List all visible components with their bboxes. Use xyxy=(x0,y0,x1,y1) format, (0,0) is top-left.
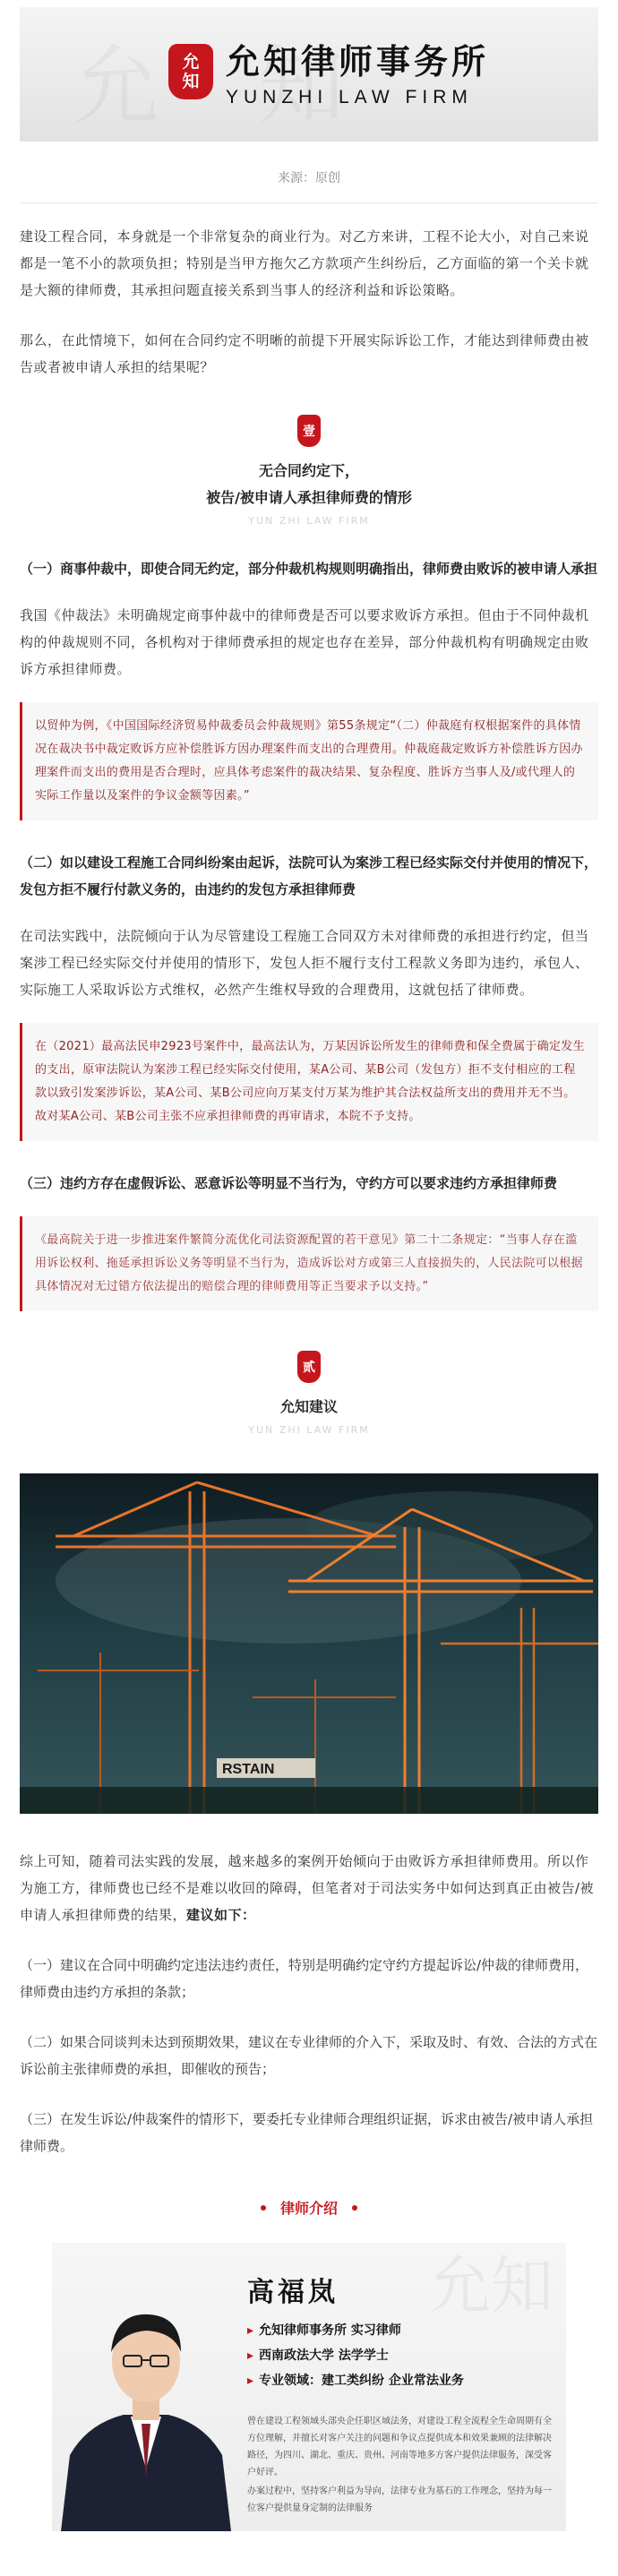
advice-item: （二）如果合同谈判未达到预期效果，建议在专业律师的介入下，采取及时、有效、合法的方式在诉讼前主张律师费的承担，即催收的预告； xyxy=(20,2034,598,2077)
article-source: 来源：原创 xyxy=(278,171,340,185)
section-two-subtitle: YUN ZHI LAW FIRM xyxy=(248,1424,370,1436)
construction-cranes-photo xyxy=(20,1473,598,1814)
lawyer-intro-label: 律师介绍 xyxy=(279,2200,338,2217)
section-two-title: 允知建议 xyxy=(279,1398,338,1415)
profile-watermark: 允知 xyxy=(428,2249,554,2323)
advice-summary xyxy=(0,1848,618,1928)
lawyer-portrait xyxy=(52,2263,240,2531)
advice-item: （一）建议在合同中明确约定违法违约责任，特别是明确约定守约方提起诉讼/仲裁的律师费用，律师费由违约方承担的条款； xyxy=(20,1957,589,2000)
lawyer-description: 曾在建设工程领域头部央企任职区域法务，对建设工程全流程全生命周期有全方位理解，并擅长对客户关注的问题和争议点提供成本和效果兼顾的法律解决路径，为四川、湖北、重庆、贵州、河南等地多方客户提供法律服务，深受客户好评。 xyxy=(247,2417,552,2477)
section-one-subtitle: YUN ZHI LAW FIRM xyxy=(248,515,370,527)
lawyer-name: 高福岚 xyxy=(247,2277,339,2308)
header-banner xyxy=(20,7,598,142)
section-two-header xyxy=(0,1351,618,1436)
part-two-heading: （二）如以建设工程施工合同纠纷案由起诉，法院可认为案涉工程已经实际交付并使用的情况下，发包方拒不履行付款义务的，由违约的发包方承担律师费 xyxy=(20,854,598,897)
firm-name-cn: 允知律师事务所 xyxy=(226,41,490,82)
lawyer-description-2: 办案过程中，坚持客户利益为导向，法律专业为基石的工作理念，坚持为每一位客户提供量身定制的法律服务 xyxy=(247,2486,552,2513)
divider xyxy=(20,202,598,203)
part-three-heading: （三）违约方存在虚假诉讼、恶意诉讼等明显不当行为，守约方可以要求违约方承担律师费 xyxy=(20,1175,558,1191)
credential-item: ▸ 专业领域：建工类纠纷 企业常法业务 xyxy=(247,2368,464,2393)
section-seal-icon: 壹 xyxy=(297,415,321,447)
intro-paragraph-1: 建设工程合同，本身就是一个非常复杂的商业行为。对乙方来讲，工程不论大小，对自己来说都是一笔不小的款项负担；特别是当甲方拖欠乙方款项产生纠纷后，乙方面临的第一个关卡就是大额的律师费，其承担问题直接关系到当事人的经济利益和诉讼策略。 xyxy=(20,228,589,298)
credential-item: ▸ 允知律师事务所 实习律师 xyxy=(247,2318,464,2343)
part-one-quote: 以贸仲为例，《中国国际经济贸易仲裁委员会仲裁规则》第55条规定“（二）仲裁庭有权根据案件的具体情况在裁决书中裁定败诉方应补偿胜诉方因办理案件而支出的合理费用。仲裁庭裁定败诉方补偿胜诉方因办理案件而支出的费用是否合理时，应具体考虑案件的裁决结果、复杂程度、胜诉方当事人及/或代理人的实际工作量以及案件的争议金额等因素。” xyxy=(20,702,598,820)
part-two-body: 在司法实践中，法院倾向于认为尽管建设工程施工合同双方未对律师费的承担进行约定，但当案涉工程已经实际交付并使用的情形下，发包人拒不履行支付工程款义务即为违约，承包人、实际施工人采取诉讼方式维权，必然产生维权导致的合理费用，这就包括了律师费。 xyxy=(20,928,589,998)
part-one-heading: （一）商事仲裁中，即使合同无约定，部分仲裁机构规则明确指出，律师费由败诉的被申请人承担 xyxy=(20,561,598,577)
section-seal-icon: 贰 xyxy=(297,1351,321,1383)
section-one-title-1: 无合同约定下， xyxy=(258,462,359,479)
dot-icon xyxy=(352,2205,357,2211)
firm-logo xyxy=(168,34,489,108)
credential-item: ▸ 西南政法大学 法学学士 xyxy=(247,2343,464,2368)
lawyer-credentials xyxy=(247,2318,464,2393)
dot-icon xyxy=(261,2205,266,2211)
advice-summary-bold: 建议如下： xyxy=(186,1907,256,1923)
section-one-header xyxy=(0,415,618,527)
part-three-quote: 《最高院关于进一步推进案件繁简分流优化司法资源配置的若干意见》第二十二条规定：“当事人存在滥用诉讼权利、拖延承担诉讼义务等明显不当行为，造成诉讼对方或第三人直接损失的，人民法院可以根据具体情况对无过错方依法提出的赔偿合理的律师费用等正当要求予以支持。” xyxy=(20,1216,598,1311)
firm-name-en: YUNZHI LAW FIRM xyxy=(226,87,473,107)
part-two-quote: 在（2021）最高法民申2923号案件中，最高法认为，万某因诉讼所发生的律师费和保全费属于确定发生的支出，原审法院认为案涉工程已经实际交付使用，某A公司、某B公司（发包方）拒不支付相应的工程款以致引发案涉诉讼，某A公司、某B公司应向万某支付万某为维护其合法权益所支出的费用并无不当。故对某A公司、某B公司主张不应承担律师费的再审请求，本院不予支持。 xyxy=(20,1023,598,1141)
intro-paragraph-2: 那么，在此情境下，如何在合同约定不明晰的前提下开展实际诉讼工作，才能达到律师费由被告或者被申请人承担的结果呢？ xyxy=(20,332,589,375)
part-one-body: 我国《仲裁法》未明确规定商事仲裁中的律师费是否可以要求败诉方承担。但由于不同仲裁机构的仲裁规则不同，各机构对于律师费承担的规定也存在差异，部分仲裁机构有明确规定由败诉方承担律师费。 xyxy=(20,607,589,677)
advice-item: （三）在发生诉讼/仲裁案件的情形下，要委托专业律师合理组织证据，诉求由被告/被申请人承担律师费。 xyxy=(20,2111,594,2154)
section-one-title-2: 被告/被申请人承担律师费的情形 xyxy=(206,489,412,506)
lawyer-profile-card xyxy=(52,2243,566,2531)
lawyer-intro-header xyxy=(0,2197,618,2218)
seal-icon: 允 知 xyxy=(168,44,213,99)
advice-summary-text: 综上可知，随着司法实践的发展，越来越多的案例开始倾向于由败诉方承担律师费用。所以作为施工方，律师费也已经不是难以收回的障碍，但笔者对于司法实务中如何达到真正由被告/被申请人承担律师费的结果， xyxy=(20,1853,595,1923)
crane-sign-text: RSTAIN xyxy=(222,1762,275,1777)
